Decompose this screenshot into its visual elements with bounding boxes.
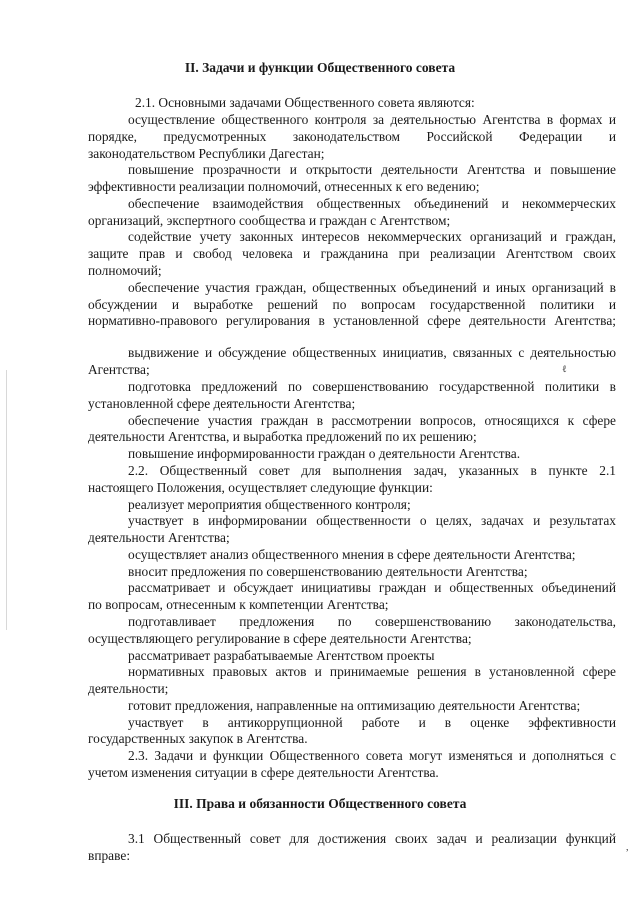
paragraph-line: осуществление общественного контроля за деятельностью Агентства в формах и — [128, 112, 616, 127]
paragraph-line: законодательством Республики Дагестан; — [88, 146, 325, 161]
paragraph-line: полномочий; — [88, 263, 162, 278]
paragraph-line: порядке, предусмотренных законодательством Российской Федерации и — [88, 129, 616, 144]
paragraph-line: осуществляет анализ общественного мнения в сфере деятельности Агентства; — [128, 547, 576, 562]
paragraph-line: обсуждении и выработке решений по вопросам государственной политики и — [88, 297, 616, 312]
paragraph-line: подготовка предложений по совершенствованию государственной политики в — [128, 379, 616, 394]
paragraph-line: повышение информированности граждан о деятельности Агентства. — [128, 446, 521, 461]
paragraph-line: деятельности Агентства; — [88, 530, 230, 545]
section-2-heading: II. Задачи и функции Общественного совета — [184, 60, 456, 75]
paragraph-line: участвует в антикоррупционной работе и в оценке эффективности — [128, 715, 616, 730]
paragraph-line: реализует мероприятия общественного контроля; — [128, 497, 411, 512]
paragraph-line: государственных закупок в Агентства. — [88, 731, 308, 746]
paragraph-line: повышение прозрачности и открытости деятельности Агентства и повышение — [128, 162, 616, 177]
paragraph-line: рассматривает и обсуждает инициативы граждан и общественных объединений — [128, 580, 616, 595]
paragraph-line: обеспечение участия граждан, общественных объединений и иных организаций в — [128, 280, 616, 295]
paragraph-line: готовит предложения, направленные на оптимизацию деятельности Агентства; — [128, 698, 581, 713]
paragraph-line: обеспечение участия граждан в рассмотрении вопросов, относящихся к сфере — [128, 413, 616, 428]
paragraph-line: 2.3. Задачи и функции Общественного совета могут изменяться и дополняться с — [128, 748, 616, 763]
paragraph-line: нормативных правовых актов и принимаемые решения в установленной сфере — [128, 664, 616, 679]
paragraph-line: настоящего Положения, осуществляет следующие функции: — [88, 480, 433, 495]
paragraph-line: нормативно-правового регулирования в установленной сфере деятельности Агентства; — [88, 313, 616, 328]
paragraph-line: 2.1. Основными задачами Общественного совета являются: — [135, 95, 475, 110]
paragraph-line: по вопросам, отнесенным к компетенции Агентства; — [88, 597, 389, 612]
paragraph-line: деятельности Агентства, и выработка предложений по их решению; — [88, 429, 477, 444]
paragraph-line: рассматривает разрабатываемые Агентством проекты — [128, 648, 435, 663]
paragraph-line: выдвижение и обсуждение общественных инициатив, связанных с деятельностью — [128, 345, 616, 360]
paragraph-line: 2.2. Общественный совет для выполнения задач, указанных в пункте 2.1 — [128, 463, 616, 478]
paragraph-line: вносит предложения по совершенствованию деятельности Агентства; — [128, 564, 528, 579]
paragraph-line: 3.1 Общественный совет для достижения своих задач и реализации функций — [128, 831, 616, 846]
section-3-heading: III. Права и обязанности Общественного совета — [173, 796, 467, 811]
paragraph-line: осуществляющего регулирование в сфере деятельности Агентства; — [88, 631, 472, 646]
pen-mark: ℓ — [562, 364, 567, 375]
paragraph-line: участвует в информировании общественности о целях, задачах и результатах — [128, 513, 616, 528]
paragraph-line: деятельности; — [88, 681, 169, 696]
scan-edge-mark — [6, 370, 7, 630]
pen-mark: , — [626, 842, 629, 853]
paragraph-line: Агентства; — [88, 362, 150, 377]
paragraph-line: эффективности реализации полномочий, отнесенных к его ведению; — [88, 179, 480, 194]
paragraph-line: вправе: — [88, 848, 131, 863]
paragraph-line: организаций, экспертного сообщества и граждан с Агентством; — [88, 213, 451, 228]
paragraph-line: учетом изменения ситуации в сфере деятельности Агентства. — [88, 765, 439, 780]
paragraph-line: подготавливает предложения по совершенствованию законодательства, — [128, 614, 616, 629]
paragraph-line: содействие учету законных интересов некоммерческих организаций и граждан, — [128, 229, 616, 244]
paragraph-line: установленной сфере деятельности Агентства; — [88, 396, 356, 411]
paragraph-line: защите прав и свобод человека и гражданина при реализации Агентством своих — [88, 246, 616, 261]
paragraph-line: обеспечение взаимодействия общественных объединений и некоммерческих — [128, 196, 616, 211]
